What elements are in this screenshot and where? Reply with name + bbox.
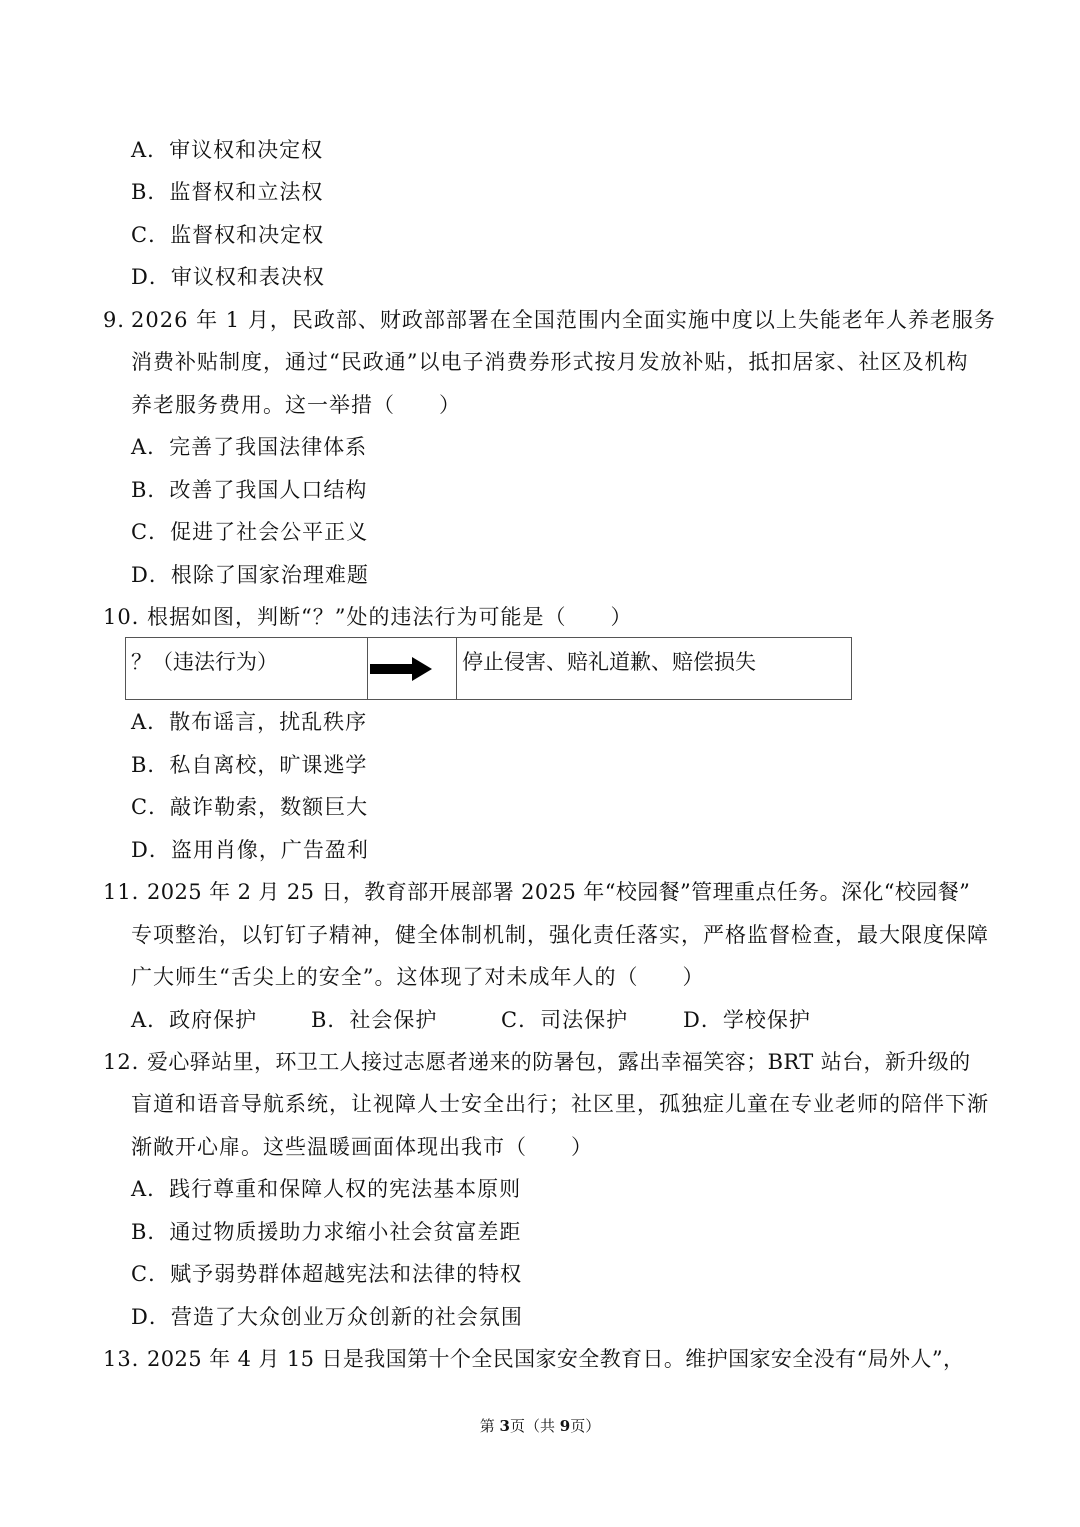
diagram-arrow-cell	[368, 638, 457, 700]
q9-stem-line-1: 2026 年 1 月，民政部、财政部部署在全国范围内全面实施中度以上失能老年人养老服务	[131, 308, 996, 332]
q11-option-d: D．学校保护	[683, 1008, 811, 1032]
q11-option-b: B．社会保护	[311, 1008, 438, 1032]
q10-option-c: C．敲诈勒索，数额巨大	[131, 795, 369, 819]
q12-option-b: B．通过物质援助力求缩小社会贫富差距	[131, 1220, 522, 1244]
q13-stem-line-1: 2025 年 4 月 15 日是我国第十个全民国家安全教育日。维护国家安全没有“局外人”，	[147, 1347, 965, 1371]
footer-page-number: 3	[499, 1417, 510, 1435]
q10-option-b: B．私自离校，旷课逃学	[131, 753, 368, 777]
q11-option-a: A．政府保护	[131, 1008, 258, 1032]
q11-number: 11．	[103, 880, 154, 904]
q8-option-b: B．监督权和立法权	[131, 180, 324, 204]
page-footer	[0, 1416, 1080, 1436]
q11-stem-line-1: 2025 年 2 月 25 日，教育部开展部署 2025 年“校园餐”管理重点任务。深化“校园餐”	[147, 880, 971, 904]
q9-option-d: D．根除了国家治理难题	[131, 563, 369, 587]
footer-middle: 页（共	[509, 1417, 560, 1435]
q9-option-a: A．完善了我国法律体系	[131, 435, 368, 459]
q8-option-c: C．监督权和决定权	[131, 223, 325, 247]
q11-stem-line-2: 专项整治，以钉钉子精神，健全体制机制，强化责任落实，严格监督检查，最大限度保障	[131, 923, 989, 947]
q12-option-c: C．赋予弱势群体超越宪法和法律的特权	[131, 1262, 523, 1286]
q9-stem-line-3: 养老服务费用。这一举措（ ）	[131, 393, 461, 417]
diagram-right-cell: 停止侵害、赔礼道歉、赔偿损失	[457, 638, 852, 700]
q12-option-d: D．营造了大众创业万众创新的社会氛围	[131, 1305, 523, 1329]
q12-stem-line-2: 盲道和语音导航系统，让视障人士安全出行；社区里，孤独症儿童在专业老师的陪伴下渐	[131, 1092, 989, 1116]
q9-number: 9．	[103, 308, 140, 332]
q9-stem-line-2: 消费补贴制度，通过“民政通”以电子消费券形式按月发放补贴，抵扣居家、社区及机构	[131, 350, 969, 374]
q11-option-c: C．司法保护	[501, 1008, 629, 1032]
q8-option-d: D．审议权和表决权	[131, 265, 325, 289]
footer-prefix: 第	[479, 1417, 500, 1435]
q12-option-a: A．践行尊重和保障人权的宪法基本原则	[131, 1177, 522, 1201]
diagram-left-cell: ？（违法行为）	[126, 638, 368, 700]
q9-option-b: B．改善了我国人口结构	[131, 478, 368, 502]
q9-option-c: C．促进了社会公平正义	[131, 520, 369, 544]
q10-number: 10．	[103, 605, 154, 629]
q10-diagram	[125, 637, 852, 700]
right-arrow-icon	[370, 655, 434, 683]
q10-stem: 根据如图，判断“？”处的违法行为可能是（ ）	[147, 605, 633, 629]
q12-number: 12．	[103, 1050, 154, 1074]
q10-option-d: D．盗用肖像，广告盈利	[131, 838, 369, 862]
q8-option-a: A．审议权和决定权	[131, 138, 324, 162]
q13-number: 13．	[103, 1347, 154, 1371]
q12-stem-line-1: 爱心驿站里，环卫工人接过志愿者递来的防暑包，露出幸福笑容；BRT 站台，新升级的	[147, 1050, 971, 1074]
q11-stem-line-3: 广大师生“舌尖上的安全”。这体现了对未成年人的（ ）	[131, 965, 705, 989]
q10-option-a: A．散布谣言，扰乱秩序	[131, 710, 368, 734]
footer-total-pages: 9	[559, 1417, 571, 1435]
footer-suffix: 页）	[570, 1417, 601, 1435]
q12-stem-line-3: 渐敞开心扉。这些温暖画面体现出我市（ ）	[131, 1135, 593, 1159]
